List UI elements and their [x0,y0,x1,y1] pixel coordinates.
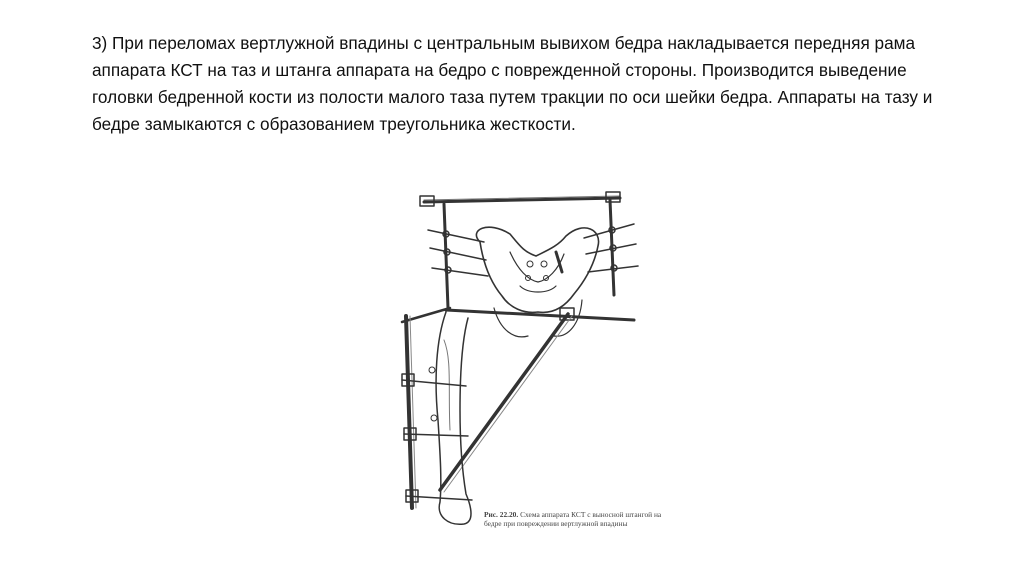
top-frame-rod [424,198,620,202]
slide-body-text: 3) При переломах вертлужной впадины с центральным вывихом бедра накладывается передняя рама аппарата КСТ на таз и штанга аппарата на бедро с поврежденной стороны. Производится выведение головки бедренной кости из полости малого таза путем тракции по оси шейки бедра. Аппараты на тазу и бедре замыкаются с образованием треугольника жесткости. [92,33,933,134]
left-frame-post [444,204,448,308]
rigidity-strut [440,314,568,490]
figure-caption [484,510,678,528]
figure-caption-text: Схема аппарата КСТ с выносной штангой на бедре при повреждении вертлужной впадины [484,510,662,528]
fixation-apparatus-figure [388,190,678,545]
fixation-apparatus-illustration [388,190,678,545]
figure-number: Рис. 22.20. [484,510,519,519]
pelvis-outline [476,227,598,312]
femur-outline [436,312,471,524]
